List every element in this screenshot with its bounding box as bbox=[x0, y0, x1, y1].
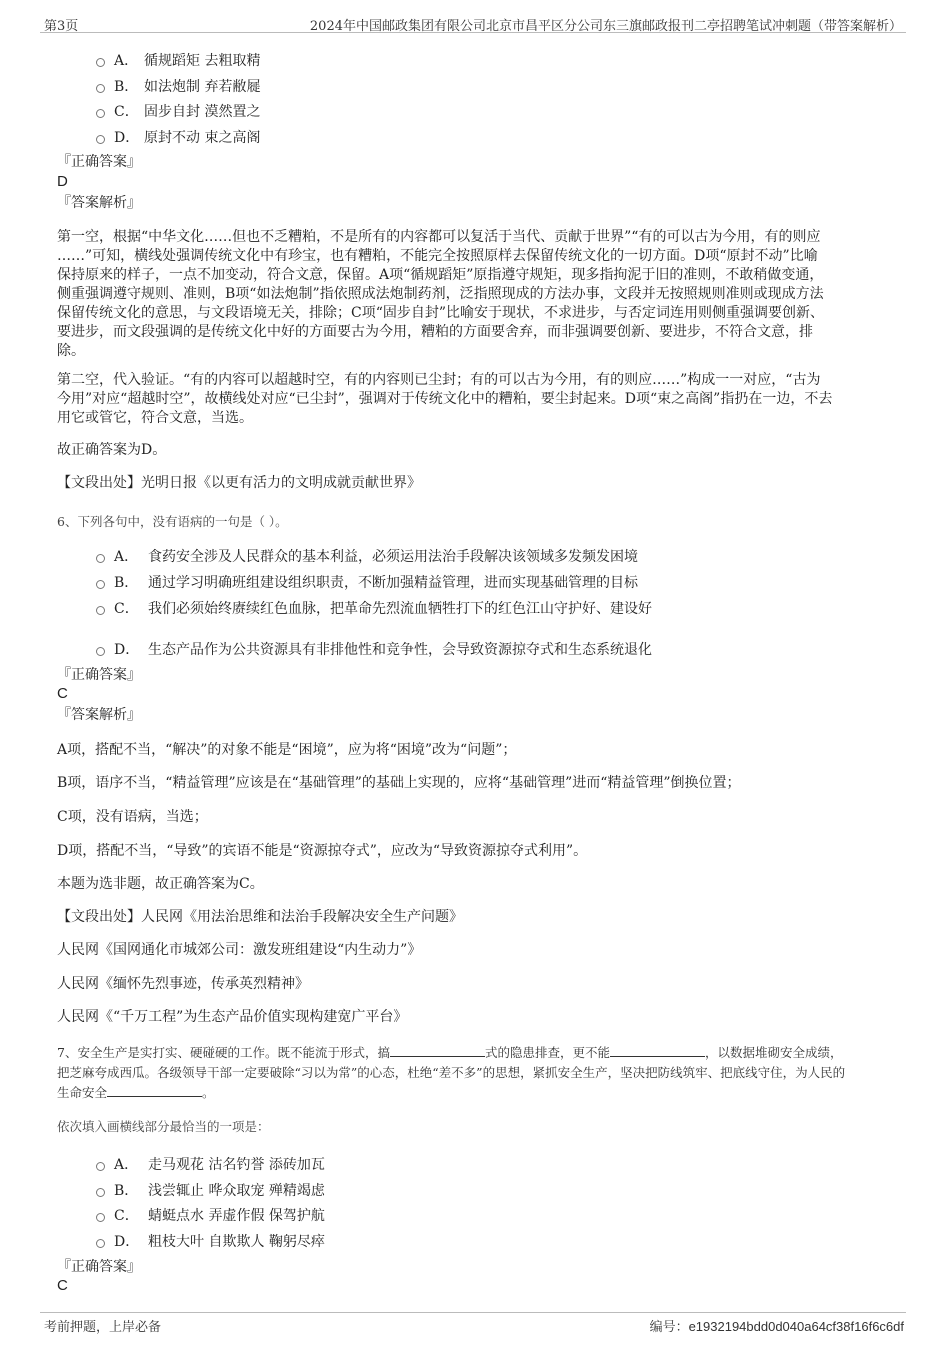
option-c[interactable]: C． 蜻蜓点水 弄虚作假 保驾护航 bbox=[96, 1205, 325, 1225]
radio-icon[interactable] bbox=[96, 1162, 105, 1171]
radio-icon[interactable] bbox=[96, 84, 105, 93]
question-prompt: 依次填入画横线部分最恰当的一项是： bbox=[57, 1119, 270, 1134]
option-b[interactable]: B． 浅尝辄止 哗众取宠 殚精竭虑 bbox=[96, 1180, 325, 1200]
conclusion: 故正确答案为D。 bbox=[57, 442, 167, 458]
analysis-line: B项，语序不当，“精益管理”应该是在“基础管理”的基础上实现的，应将“基础管理”进而“精益管理”倒换位置； bbox=[57, 775, 741, 791]
fill-blank-2 bbox=[610, 1044, 705, 1057]
option-b[interactable]: B． 通过学习明确班组建设组织职责，不断加强精益管理，进而实现基础管理的目标 bbox=[96, 572, 638, 592]
radio-icon[interactable] bbox=[96, 580, 105, 589]
analysis-line: C项，没有语病，当选； bbox=[57, 809, 208, 825]
radio-icon[interactable] bbox=[96, 554, 105, 563]
answer-value: C bbox=[57, 1277, 68, 1294]
fill-blank-3 bbox=[107, 1084, 202, 1097]
source-line: 人民网《缅怀先烈事迹，传承英烈精神》 bbox=[57, 976, 309, 992]
document-title: 2024年中国邮政集团有限公司北京市昌平区分公司东三旗邮政报刊二亭招聘笔试冲刺题（带答案解析） bbox=[309, 19, 902, 34]
analysis-label: 『答案解析』 bbox=[57, 707, 141, 723]
answer-label: 『正确答案』 bbox=[57, 1259, 141, 1275]
page-number: 第3页 bbox=[44, 19, 79, 34]
option-a[interactable]: A． 食药安全涉及人民群众的基本利益，必须运用法治手段解决该领域多发频发困境 bbox=[96, 546, 638, 566]
answer-label: 『正确答案』 bbox=[57, 667, 141, 683]
option-d[interactable]: D． 生态产品作为公共资源具有非排他性和竞争性，会导致资源掠夺式和生态系统退化 bbox=[96, 639, 652, 659]
radio-icon[interactable] bbox=[96, 647, 105, 656]
radio-icon[interactable] bbox=[96, 1213, 105, 1222]
question-6: 6、下列各句中，没有语病的一句是（ ）。 bbox=[57, 514, 288, 529]
answer-value: C bbox=[57, 685, 68, 702]
analysis-paragraph-1: 第一空，根据“中华文化……但也不乏糟粕，不是所有的内容都可以复活于当代、贡献于世界”“有的可以古为今用，有的则应 ……”可知，横线处强调传统文化中有珍宝，也有糟粕，不能完全按照原样去保留传统文化的一切方面。D项“原封不动”比喻 保持原来的样子，一点不加变动，符合文意，保留。A项“循规蹈矩”原指遵守规矩，现多指拘泥于旧的准则，不敢稍做变通， 侧重强调遵守规则、准则，B项“如法炮制”指依照成法炮制药剂，泛指照现成的方法办事，文段并无按照规则准则或现成方法 保留传统文化的意思，与文段语境无关，排除；C项“固步自封”比喻安于现状，不求进步，与否定词连用则侧重强调要创新、 要进步，而文段强调的是传统文化中好的方面要古为今用，糟粕的方面要舍弃，而非强调要创新、要进步，不符合文意，排 除。 bbox=[57, 229, 825, 359]
analysis-label: 『答案解析』 bbox=[57, 195, 141, 211]
option-a[interactable]: A． 循规蹈矩 去粗取精 bbox=[96, 50, 260, 70]
option-d[interactable]: D． 原封不动 束之高阁 bbox=[96, 127, 260, 147]
source-line: 人民网《“千万工程”为生态产品价值实现构建宽广平台》 bbox=[57, 1009, 408, 1025]
page-header bbox=[40, 10, 906, 33]
option-c[interactable]: C． 我们必须始终赓续红色血脉，把革命先烈流血牺牲打下的红色江山守护好、建设好 bbox=[96, 598, 652, 618]
conclusion: 本题为选非题，故正确答案为C。 bbox=[57, 876, 264, 892]
analysis-paragraph-2: 第二空，代入验证。“有的内容可以超越时空，有的内容则已尘封；有的可以古为今用，有的则应……”构成一一对应，“古为 今用”对应“超越时空”，故横线处对应“已尘封”，强调对于传统文化中的糟粕，要尘封起来。D项“束之高阁”指扔在一边，不去 用它或管它，符合文意，当选。 bbox=[57, 372, 833, 426]
radio-icon[interactable] bbox=[96, 606, 105, 615]
radio-icon[interactable] bbox=[96, 135, 105, 144]
analysis-line: A项，搭配不当，“解决”的对象不能是“困境”，应为将“困境”改为“问题”； bbox=[57, 742, 517, 758]
option-a[interactable]: A． 走马观花 沽名钓誉 添砖加瓦 bbox=[96, 1154, 325, 1174]
answer-value: D bbox=[57, 173, 68, 190]
option-c[interactable]: C． 固步自封 漠然置之 bbox=[96, 101, 260, 121]
option-b[interactable]: B． 如法炮制 弃若敝屣 bbox=[96, 76, 260, 96]
question-7: 7、安全生产是实打实、硬碰硬的工作。既不能流于形式，搞 式的隐患排查，更不能 ，以数据堆砌安全成绩， 把芝麻夸成西瓜。各级领导干部一定要破除“习以为常”的心态，杜绝“差不多”的思想，紧抓安全生产，坚决把防线筑牢、把底线守住，为人民的 生命安全 。 bbox=[57, 1045, 846, 1100]
fill-blank-1 bbox=[390, 1044, 485, 1057]
radio-icon[interactable] bbox=[96, 1188, 105, 1197]
analysis-line: D项，搭配不当，“导致”的宾语不能是“资源掠夺式”，应改为“导致资源掠夺式利用”。 bbox=[57, 843, 588, 859]
page-footer bbox=[40, 1312, 906, 1335]
source: 【文段出处】光明日报《以更有活力的文明成就贡献世界》 bbox=[57, 475, 421, 491]
source-line: 人民网《国网通化市城郊公司：激发班组建设“内生动力”》 bbox=[57, 942, 422, 958]
radio-icon[interactable] bbox=[96, 1239, 105, 1248]
answer-label: 『正确答案』 bbox=[57, 154, 141, 170]
source: 【文段出处】人民网《用法治思维和法治手段解决安全生产问题》 bbox=[57, 909, 463, 925]
radio-icon[interactable] bbox=[96, 109, 105, 118]
footer-slogan: 考前押题，上岸必备 bbox=[44, 1320, 162, 1335]
radio-icon[interactable] bbox=[96, 58, 105, 67]
option-d[interactable]: D． 粗枝大叶 自欺欺人 鞠躬尽瘁 bbox=[96, 1231, 325, 1251]
document-id: 编号：e1932194bdd0d040a64cf38f16f6c6df bbox=[649, 1319, 904, 1334]
